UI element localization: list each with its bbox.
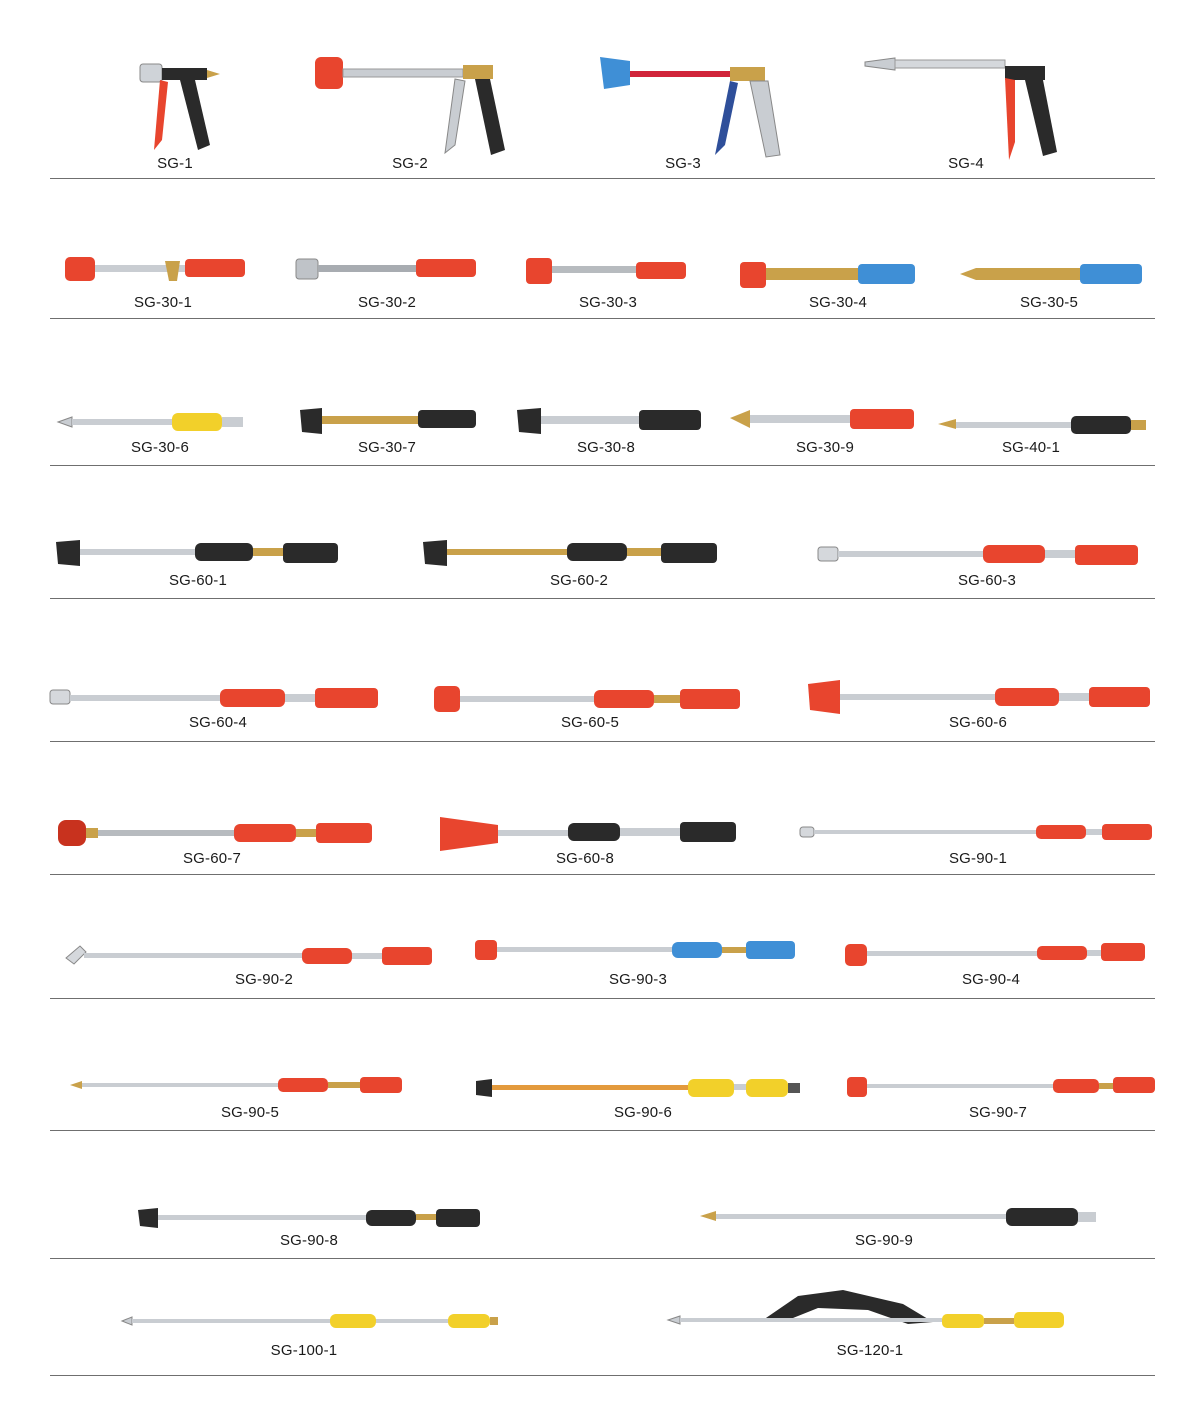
row-divider — [50, 318, 1155, 319]
spray-lance-sg-60-8[interactable] — [440, 815, 736, 855]
model-label: SG-60-4 — [188, 714, 248, 731]
model-label: SG-100-1 — [270, 1342, 338, 1359]
spray-gun-sg-4[interactable] — [865, 52, 1075, 167]
row-divider — [50, 178, 1155, 179]
spray-lance-sg-90-7[interactable] — [847, 1075, 1155, 1101]
spray-lance-sg-30-9[interactable] — [730, 406, 914, 434]
model-label: SG-90-2 — [234, 971, 294, 988]
model-label: SG-30-6 — [130, 439, 190, 456]
model-label: SG-60-2 — [549, 572, 609, 589]
model-label: SG-90-7 — [968, 1104, 1028, 1121]
spray-lance-sg-90-6[interactable] — [476, 1077, 800, 1099]
model-label: SG-1 — [157, 155, 193, 172]
model-label: SG-40-1 — [1001, 439, 1061, 456]
spray-lance-sg-30-1[interactable] — [65, 255, 245, 285]
model-label: SG-30-4 — [808, 294, 868, 311]
spray-lance-sg-120-1[interactable] — [668, 1282, 1064, 1342]
spray-lance-sg-60-7[interactable] — [58, 818, 372, 850]
spray-lance-sg-30-7[interactable] — [300, 406, 476, 436]
spray-lance-sg-90-2[interactable] — [66, 944, 432, 970]
model-label: SG-30-5 — [1019, 294, 1079, 311]
model-label: SG-30-7 — [357, 439, 417, 456]
spray-lance-sg-90-1[interactable] — [800, 822, 1152, 844]
model-label: SG-60-3 — [957, 572, 1017, 589]
spray-lance-sg-40-1[interactable] — [938, 414, 1146, 436]
model-label: SG-60-5 — [560, 714, 620, 731]
spray-lance-sg-90-9[interactable] — [700, 1206, 1096, 1228]
model-label: SG-30-1 — [133, 294, 193, 311]
spray-lance-sg-100-1[interactable] — [122, 1312, 498, 1332]
model-label: SG-90-5 — [220, 1104, 280, 1121]
model-label: SG-30-8 — [576, 439, 636, 456]
model-label: SG-90-9 — [854, 1232, 914, 1249]
spray-lance-sg-90-4[interactable] — [845, 940, 1145, 968]
model-label: SG-30-2 — [357, 294, 417, 311]
spray-lance-sg-30-8[interactable] — [517, 406, 701, 436]
row-divider — [50, 998, 1155, 999]
spray-gun-sg-1[interactable] — [120, 50, 230, 170]
model-label: SG-60-1 — [168, 572, 228, 589]
row-divider — [50, 598, 1155, 599]
model-label: SG-60-7 — [182, 850, 242, 867]
model-label: SG-60-8 — [555, 850, 615, 867]
model-label: SG-2 — [392, 155, 428, 172]
model-label: SG-90-6 — [613, 1104, 673, 1121]
row-divider — [50, 465, 1155, 466]
row-divider — [50, 874, 1155, 875]
spray-lance-sg-90-8[interactable] — [138, 1206, 480, 1230]
model-label: SG-90-1 — [948, 850, 1008, 867]
spray-lance-sg-90-3[interactable] — [475, 938, 795, 964]
row-divider — [50, 1375, 1155, 1376]
spray-lance-sg-30-5[interactable] — [960, 262, 1142, 288]
model-label: SG-30-9 — [795, 439, 855, 456]
spray-lance-sg-90-5[interactable] — [70, 1075, 402, 1099]
spray-gun-sg-3[interactable] — [600, 55, 800, 165]
spray-lance-sg-60-1[interactable] — [56, 538, 338, 568]
model-label: SG-30-3 — [578, 294, 638, 311]
row-divider — [50, 1258, 1155, 1259]
spray-lance-sg-30-3[interactable] — [526, 256, 686, 286]
spray-lance-sg-30-4[interactable] — [740, 260, 915, 290]
model-label: SG-90-4 — [961, 971, 1021, 988]
model-label: SG-60-6 — [948, 714, 1008, 731]
spray-lance-sg-30-2[interactable] — [296, 255, 476, 285]
spray-lance-sg-60-4[interactable] — [50, 686, 378, 710]
model-label: SG-120-1 — [836, 1342, 904, 1359]
model-label: SG-90-3 — [608, 971, 668, 988]
model-label: SG-4 — [948, 155, 984, 172]
row-divider — [50, 741, 1155, 742]
spray-lance-sg-60-5[interactable] — [434, 684, 740, 714]
spray-lance-sg-60-2[interactable] — [423, 538, 717, 568]
spray-gun-sg-2[interactable] — [315, 55, 525, 165]
model-label: SG-3 — [665, 155, 701, 172]
spray-lance-sg-60-3[interactable] — [818, 542, 1138, 568]
spray-lance-sg-30-6[interactable] — [58, 410, 243, 434]
model-label: SG-90-8 — [279, 1232, 339, 1249]
spray-lance-sg-60-6[interactable] — [808, 678, 1150, 716]
row-divider — [50, 1130, 1155, 1131]
